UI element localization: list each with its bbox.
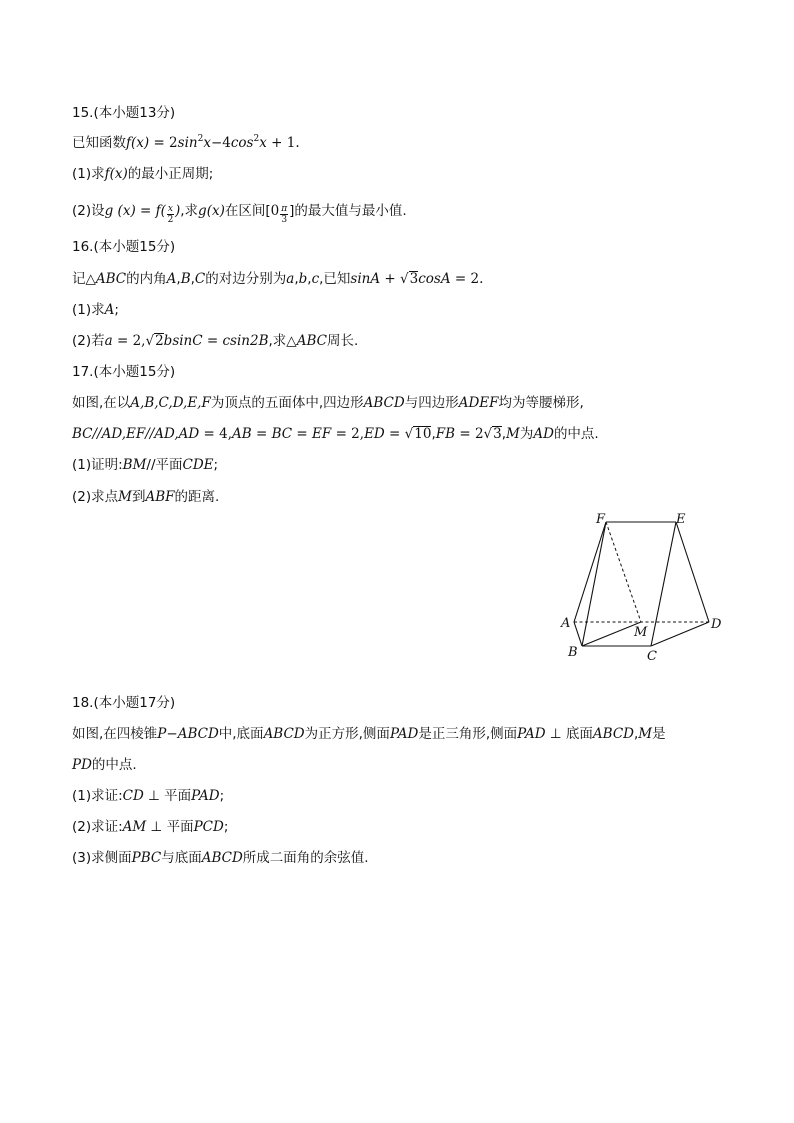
q15-line1: 已知函数$f(x) = 2\sin^2x-4\cos^2x + 1$. [72, 134, 300, 151]
q18-line3: (1)求证:CD ⊥ 平面PAD; [72, 788, 225, 804]
q18-line2: PD的中点. [72, 757, 137, 773]
label-m: M [634, 625, 648, 640]
fraction-x-over-2: $\frac{x}{2}$ [167, 204, 174, 225]
q18-line4: (2)求证:AM ⊥ 平面PCD; [72, 819, 229, 835]
label-e: E [676, 512, 686, 527]
q17-line2: BC//AD,EF//AD,AD = 4,AB = BC = EF = 2,ED = √10,FB = 2√3,M为AD的中点. [72, 426, 599, 442]
label-b: B [568, 645, 578, 660]
edge-ed [676, 522, 709, 622]
q15-line2: (1)求f(x)的最小正周期; [72, 166, 214, 182]
edge-ec [651, 522, 676, 646]
q16-line1: 记△ABC的内角A,B,C的对边分别为a,b,c,已知sinA + √3cosA = 2. [72, 271, 484, 287]
q16-line2: (1)求A; [72, 302, 119, 318]
q16-header: 16.(本小题15分) [72, 239, 176, 255]
q17-line3: (1)证明:BM//平面CDE; [72, 457, 219, 473]
q15-line3: (2)设g (x) = f( $\frac{x}{2}$ ),求g(x)在区间[0 $\frac{\pi}{3}$ ]的最大值与最小值. [72, 203, 407, 225]
edge-ab [574, 622, 582, 646]
q17-line4: (2)求点M到ABF的距离. [72, 489, 220, 505]
q17-line1: 如图,在以A,B,C,D,E,F为顶点的五面体中,四边形ABCD与四边形ADEF均为等腰梯形, [72, 395, 584, 411]
fraction-pi-over-3: $\frac{\pi}{3}$ [281, 204, 288, 225]
label-a: A [561, 616, 571, 631]
q16-line3: (2)若a = 2,√2bsinC = csin2B,求△ABC周长. [72, 333, 359, 349]
edge-fm-hidden [606, 522, 641, 622]
label-f: F [596, 512, 606, 527]
pentahedron-figure [555, 508, 730, 663]
label-c: C [647, 649, 657, 663]
q18-line1: 如图,在四棱锥P−ABCD中,底面ABCD为正方形,侧面PAD是正三角形,侧面PAD ⊥ 底面ABCD,M是 [72, 726, 666, 742]
label-d: D [711, 617, 722, 632]
q18-header: 18.(本小题17分) [72, 695, 176, 711]
q15-header: 15.(本小题13分) [72, 105, 176, 121]
q18-line5: (3)求侧面PBC与底面ABCD所成二面角的余弦值. [72, 850, 369, 866]
edge-bm [582, 622, 641, 646]
edge-cd [651, 622, 709, 646]
q17-header: 17.(本小题15分) [72, 364, 176, 380]
